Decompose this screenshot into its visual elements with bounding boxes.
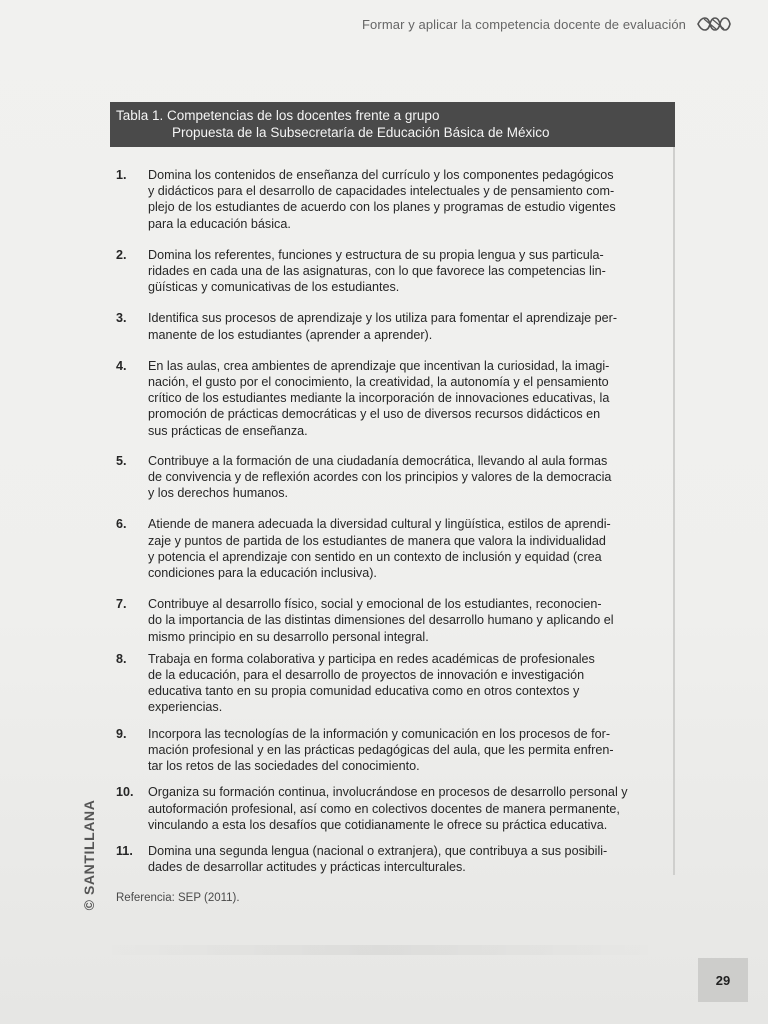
item-text (148, 516, 665, 581)
item-text (148, 843, 665, 875)
item-number: 7. (116, 597, 127, 612)
item-text-line: Incorpora las tecnologías de la información y comunicación en los procesos de for- (148, 726, 611, 741)
item-text-line: autoformación profesional, así como en colectivos docentes de manera permanente, (148, 801, 620, 816)
item-text-line: promoción de prácticas democráticas y el uso de diversos recursos didácticos en (148, 407, 601, 422)
list-item (110, 358, 673, 439)
item-text-line: y potencia el aprendizaje con sentido en un contexto de inclusión y equidad (crea (148, 549, 602, 564)
item-text (148, 453, 665, 502)
item-number: 1. (116, 168, 127, 182)
item-text (148, 358, 665, 439)
item-text (148, 247, 665, 296)
list-item (110, 516, 673, 581)
list-item (110, 784, 673, 833)
item-text-line: experiencias. (148, 700, 223, 715)
list-item (110, 247, 673, 296)
item-text-line: mismo principio en su desarrollo personal integral. (148, 629, 429, 644)
item-text-line: güísticas y comunicativas de los estudiantes. (148, 280, 400, 295)
competencies-table (110, 102, 675, 875)
table-title: Tabla 1. Competencias de los docentes frente a grupo (116, 108, 440, 123)
item-text-line: dades de desarrollar actitudes y prácticas interculturales. (148, 860, 466, 875)
item-text (148, 167, 665, 232)
item-text-line: manente de los estudiantes (aprender a aprender). (148, 327, 433, 342)
item-number: 6. (116, 517, 127, 532)
item-text-line: Trabaja en forma colaborativa y participa en redes académicas de profesionales (148, 651, 595, 666)
running-head-title: Formar y aplicar la competencia docente de evaluación (362, 16, 686, 32)
item-text (148, 784, 665, 833)
list-item (110, 651, 673, 716)
item-text-line: mación profesional y en las prácticas pedagógicas del aula, que les permita enfren- (148, 742, 614, 757)
item-text-line: Atiende de manera adecuada la diversidad cultural y lingüística, estilos de aprendi- (148, 517, 611, 532)
item-text-line: sus prácticas de enseñanza. (148, 423, 308, 438)
item-text-line: educativa tanto en su propia comunidad educativa como en otros contextos y (148, 684, 580, 699)
list-item (110, 310, 673, 342)
item-text-line: zaje y puntos de partida de los estudiantes de manera que valora la individualidad (148, 533, 606, 548)
item-text-line: tar los retos de las sociedades del conocimiento. (148, 759, 420, 774)
item-text-line: vinculando a esta los desafíos que cotidianamente le ofrece su práctica educativa. (148, 817, 608, 832)
page-number: 29 (698, 958, 748, 1002)
item-text-line: condiciones para la educación inclusiva). (148, 566, 377, 581)
publisher-label: © SANTILLANA (81, 799, 97, 911)
item-text-line: Contribuye al desarrollo físico, social y emocional de los estudiantes, reconocien- (148, 597, 602, 612)
item-text-line: ridades en cada una de las asignaturas, con lo que favorece las competencias lin- (148, 264, 606, 279)
publisher-mark (78, 800, 100, 910)
item-text-line: Organiza su formación continua, involucrándose en procesos de desarrollo personal y (148, 785, 628, 800)
reference-note: Referencia: SEP (2011). (116, 892, 240, 904)
item-number: 4. (116, 358, 127, 373)
list-item (110, 596, 673, 645)
page-shadow (100, 945, 660, 955)
item-number: 10. (116, 785, 134, 800)
item-text-line: nación, el gusto por el conocimiento, la creatividad, la autonomía y el pensamiento (148, 375, 609, 390)
item-number: 9. (116, 726, 127, 741)
item-text (148, 310, 665, 342)
item-text-line: plejo de los estudiantes de acuerdo con los planes y programas de estudio vigentes (148, 200, 616, 215)
item-text-line: y didácticos para el desarrollo de capacidades intelectuales y de pensamiento com- (148, 184, 615, 199)
item-number: 5. (116, 453, 127, 468)
item-text-line: crítico de los estudiantes mediante la incorporación de innovaciones educativas, la (148, 391, 610, 406)
item-text-line: Contribuye a la formación de una ciudadanía democrática, llevando al aula formas (148, 453, 608, 468)
knot-ornament-icon (696, 16, 732, 32)
item-text-line: de la educación, para el desarrollo de proyectos de innovación e investigación (148, 668, 585, 683)
item-number: 11. (116, 843, 133, 858)
item-text-line: Domina los contenidos de enseñanza del currículo y los componentes pedagógicos (148, 168, 614, 182)
item-text-line: Identifica sus procesos de aprendizaje y los utiliza para fomentar el aprendizaje per- (148, 311, 618, 326)
item-text-line: En las aulas, crea ambientes de aprendizaje que incentivan la curiosidad, la imagi- (148, 358, 610, 373)
item-number: 3. (116, 311, 127, 326)
item-text (148, 651, 665, 716)
table-header (110, 102, 675, 147)
item-text (148, 596, 665, 645)
list-item (110, 843, 673, 875)
item-text-line: Domina los referentes, funciones y estructura de su propia lengua y sus particula- (148, 247, 604, 262)
list-item (110, 167, 673, 232)
item-text-line: de convivencia y de reflexión acordes con los principios y valores de la democracia (148, 470, 612, 485)
item-text-line: y los derechos humanos. (148, 486, 289, 501)
item-text-line: para la educación básica. (148, 216, 291, 231)
list-item (110, 453, 673, 502)
item-text-line: do la importancia de las distintas dimensiones del desarrollo humano y aplicando el (148, 613, 614, 628)
item-text (148, 726, 665, 775)
item-number: 2. (116, 247, 127, 262)
item-text-line: Domina una segunda lengua (nacional o extranjera), que contribuya a sus posibili- (148, 843, 608, 858)
list-item (110, 726, 673, 775)
table-subtitle: Propuesta de la Subsecretaría de Educación Básica de México (172, 125, 550, 140)
running-head (362, 16, 732, 32)
competencies-list (110, 147, 675, 875)
item-number: 8. (116, 651, 127, 666)
